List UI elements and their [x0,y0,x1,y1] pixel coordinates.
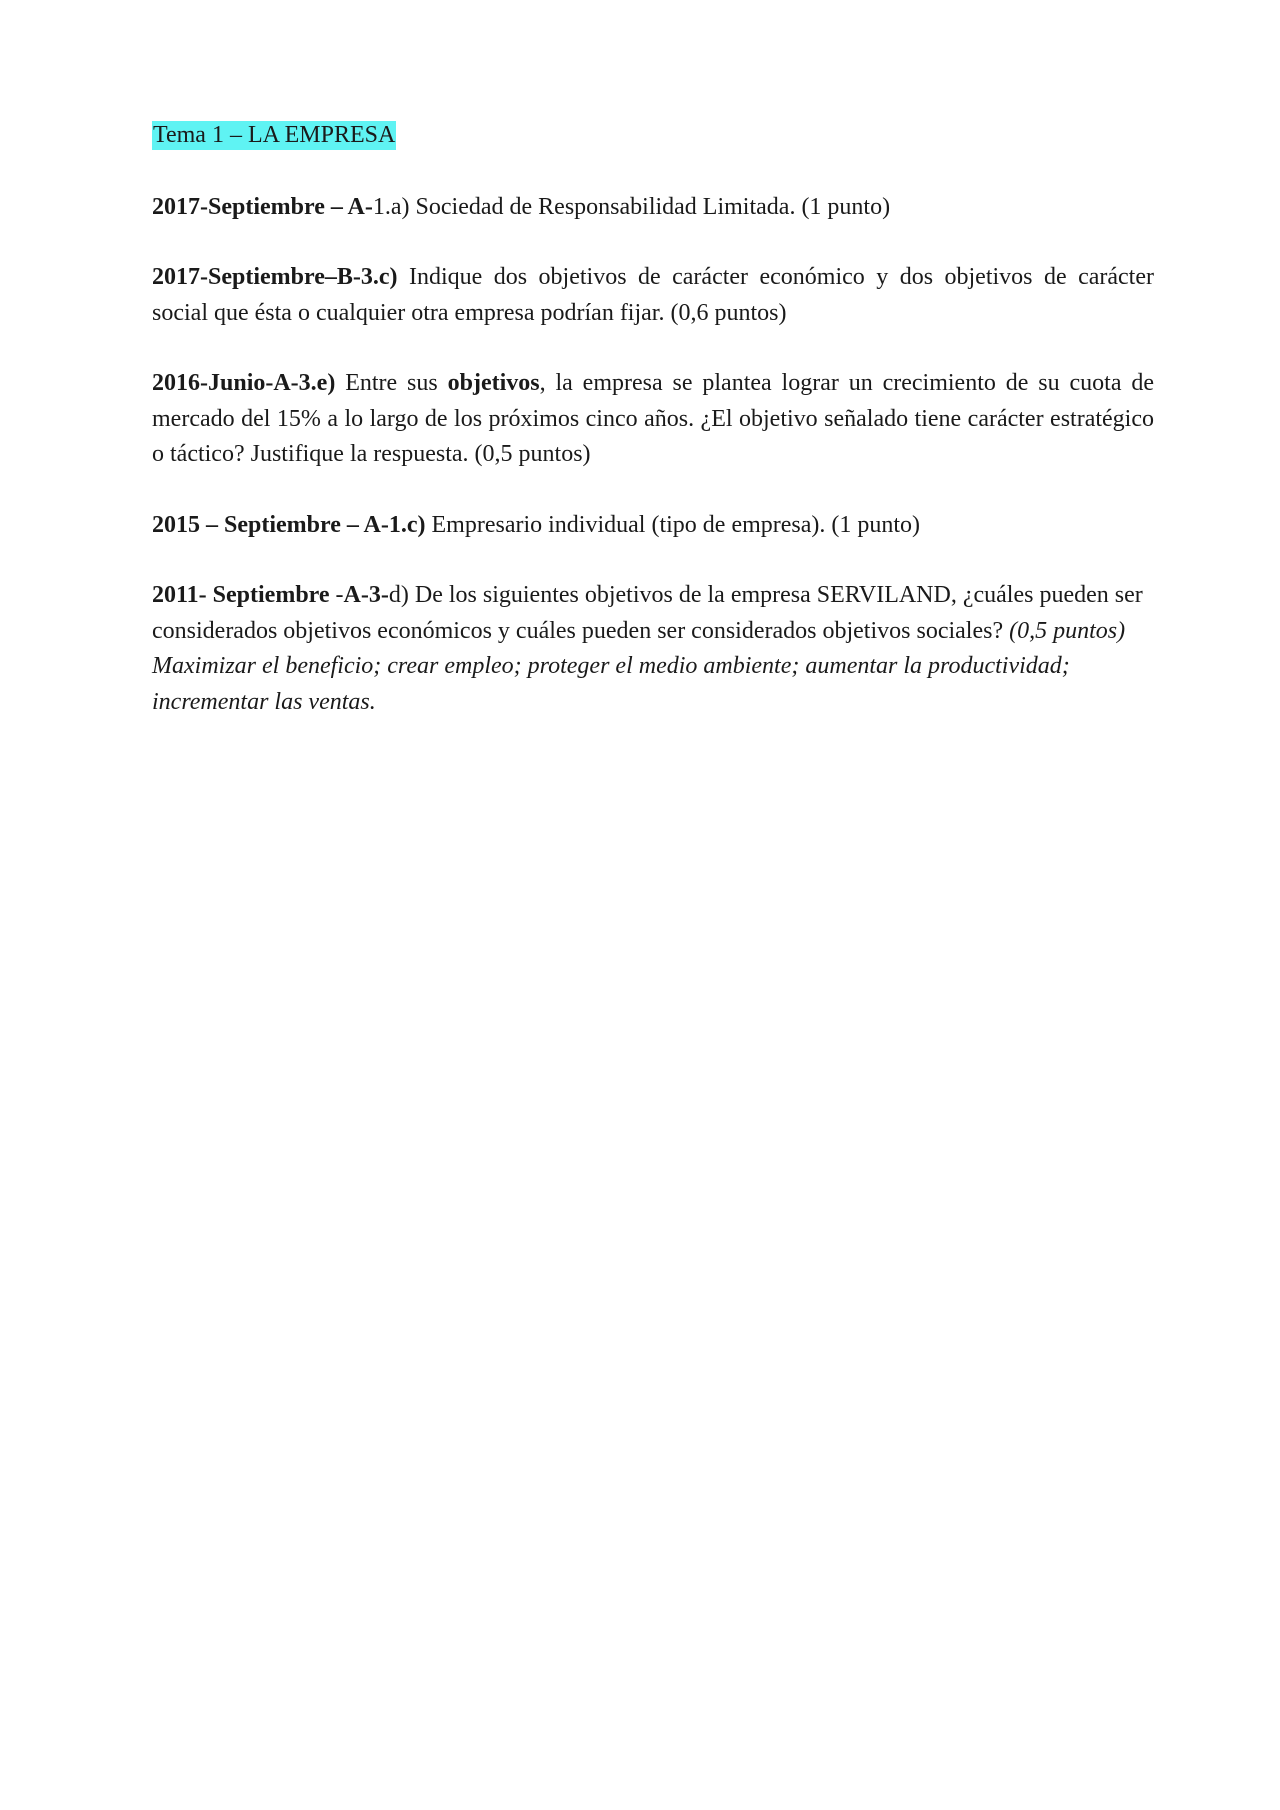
question-ref-bold: A-3- [343,582,389,608]
question-2011-sep-a3d [152,578,1154,720]
question-text: Sociedad de Responsabilidad Limitada. (1 punto) [409,193,891,220]
question-2016-jun-a3e [152,366,1154,473]
question-keyword: objetivos [447,370,540,396]
question-ref-mid: - [329,582,344,608]
question-ref: 2011- Septiembre [152,582,330,608]
objectives-list: Maximizar el beneficio; crear empleo; proteger el medio ambiente; aumentar la productividad; incrementar las ventas. [152,653,1070,715]
question-points: (0,5 puntos) [1009,617,1126,644]
question-ref-tail: 1.a) [372,193,410,220]
question-2017-sep-b3c [152,260,1154,331]
question-ref: 2016-Junio-A-3.e) [152,370,336,396]
document-content [152,118,1154,755]
page-title [152,118,1154,154]
question-2017-sep-a1a [152,190,1154,226]
question-2015-sep-a1c [152,508,1154,544]
question-text: d) De los siguientes objetivos de la empresa SERVILAND, ¿cuáles pueden ser considerados objetivos económicos y cuáles pueden ser considerados objetivos sociales? [152,582,1143,644]
highlighted-title: Tema 1 – LA EMPRESA [153,122,396,148]
question-text: Empresario individual (tipo de empresa). (1 punto) [425,511,921,538]
question-text-after: , la empresa se plantea lograr un crecimiento de su cuota de mercado del 15% a lo largo de los próximos cinco años. ¿El objetivo señalado tiene carácter estratégico o táctico? Justifique la respuesta. (0,5 puntos) [152,370,1154,467]
question-text: Indique dos objetivos de carácter económico y dos objetivos de carácter social que ésta o cualquier otra empresa podrían fijar. (0,6 puntos) [152,264,1154,326]
question-ref: 2017-Septiembre–B-3.c) [152,264,398,290]
question-ref: 2015 – Septiembre – A-1.c) [152,511,426,538]
question-ref: 2017-Septiembre – A- [152,193,373,220]
question-text-before: Entre sus [335,370,448,396]
